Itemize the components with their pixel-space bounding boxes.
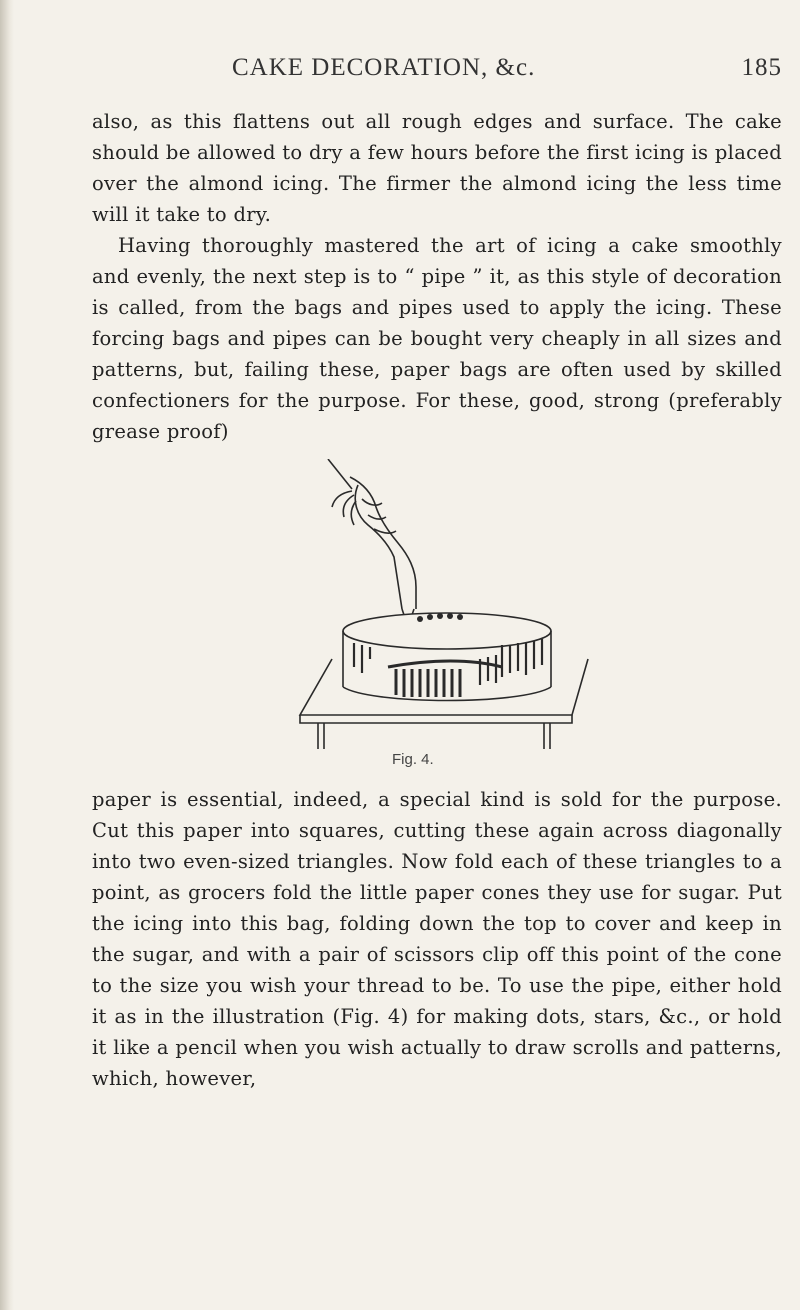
hand-outline [350,477,416,609]
page-number: 185 [741,54,782,81]
paragraph-1: also, as this flattens out all rough edges and surface. The cake should be allowed to dry a few hours before the first icing is placed over the almond icing. The firmer the almond icing the less time will it take to dry. [92,110,782,226]
book-page [92,0,782,1094]
bag-top-line [328,459,352,489]
page-binding-shadow [0,0,14,1310]
running-head [92,54,782,94]
figure-4 [92,459,782,784]
piping-bag-illustration [292,459,622,749]
chapter-title: CAKE DECORATION, &c. [232,54,536,81]
bag-outline [355,485,402,609]
paragraph-3: paper is essential, indeed, a special kind is sold for the purpose. Cut this paper into squares, cutting these again across diagonally into two even-sized triangles. Now fold each of these triangles to a point, as grocers fold the little paper cones they use for sugar. Put the icing into this bag, folding down the top to cover and keep in the sugar, and with a pair of scissors clip off this point of the cone to the size you wish your thread to be. To use the pipe, either hold it as in the illustration (Fig. 4) for making dots, stars, &c., or hold it like a pencil when you wish actually to draw scrolls and patterns, which, however, [92,788,782,1090]
figure-caption: Fig. 4. [392,751,434,768]
paragraph-2: Having thoroughly mastered the art of icing a cake smoothly and evenly, the next step is to “ pipe ” it, as this style of decoration is called, from the bags and pipes used to apply the icing. These forcing bags and pipes can be bought very cheaply in all sizes and patterns, but, failing these, paper bags are often used by skilled confectioners for the purpose. For these, good, strong (preferably grease proof) [92,234,782,443]
